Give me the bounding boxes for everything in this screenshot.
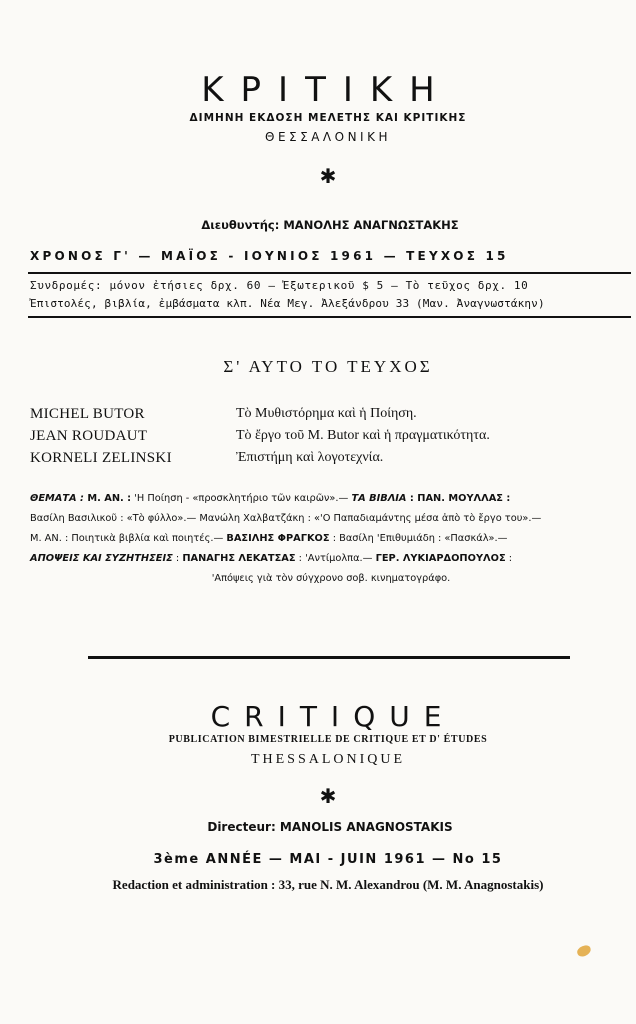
asterisk-ornament-icon: ✱ bbox=[319, 164, 337, 188]
themes-author: ΒΑΣΙΛΗΣ ΦΡΑΓΚΟΣ bbox=[226, 533, 330, 544]
contents-author: MICHEL BUTOR bbox=[30, 406, 145, 422]
section-divider bbox=[88, 656, 570, 659]
themes-line: 'Απόψεις γιὰ τὸν σύγχρονο σοβ. κινηματογράφο. bbox=[211, 573, 451, 584]
themes-line bbox=[30, 529, 632, 549]
greek-city: ΘΕΣΣΑΛΟΝΙΚΗ bbox=[265, 130, 391, 144]
french-journal-title: CRITIQUE bbox=[210, 700, 456, 733]
asterisk-ornament-icon: ✱ bbox=[319, 784, 337, 808]
french-address-line: Redaction et administration : 33, rue N. M. Alexandrou (M. M. Anagnostakis) bbox=[112, 877, 544, 892]
themes-section-heading: ΘΕΜΑΤΑ : bbox=[30, 493, 84, 504]
themes-author: ΠΑΝΑΓΗΣ ΛΕΚΑΤΣΑΣ bbox=[182, 553, 296, 564]
themes-text: : Βασίλη 'Επιθυμιάδη : «Πασκάλ».— bbox=[329, 533, 508, 544]
french-issue-line: 3ème ANNÉE — MAI - JUIN 1961 — No 15 bbox=[153, 852, 503, 867]
contents-item bbox=[30, 406, 630, 428]
themes-author: ΓΕΡ. ΛΥΚΙΑΡΔΟΠΟΥΛΟΣ bbox=[375, 553, 506, 564]
contents-item bbox=[30, 450, 630, 472]
french-director-line: Directeur: MANOLIS ANAGNOSTAKIS bbox=[207, 820, 453, 834]
subscriptions-line: Συνδρομές: μόνον ἐτήσιες δρχ. 60 — Ἐξωτερικοῦ $ 5 — Τὸ τεῦχος δρχ. 10 bbox=[30, 279, 529, 292]
greek-director-line: Διευθυντής: ΜΑΝΟΛΗΣ ΑΝΑΓΝΩΣΤΑΚΗΣ bbox=[201, 218, 459, 232]
french-journal-subtitle: PUBLICATION BIMESTRIELLE DE CRITIQUE ET D' ÉTUDES bbox=[168, 734, 488, 745]
contents-work: Ἐπιστήμη καὶ λογοτεχνία. bbox=[236, 450, 384, 465]
books-section-heading: ΤΑ ΒΙΒΛΙΑ bbox=[351, 493, 407, 504]
themes-line bbox=[30, 489, 632, 509]
contents-list bbox=[30, 406, 630, 472]
contents-author: KORNELI ZELINSKI bbox=[30, 450, 172, 466]
themes-text: Μ. ΑΝ. : bbox=[83, 493, 132, 504]
paper-stain bbox=[576, 944, 593, 958]
french-city: THESSALONIQUE bbox=[250, 752, 406, 767]
contents-work: Τὸ ἔργο τοῦ M. Butor καὶ ἡ πραγματικότητα. bbox=[236, 428, 490, 443]
contents-author: JEAN ROUDAUT bbox=[30, 428, 148, 444]
themes-line bbox=[30, 549, 632, 569]
views-section-heading: ΑΠΟΨΕΙΣ ΚΑΙ ΣΥΖΗΤΗΣΕΙΣ bbox=[30, 553, 173, 564]
greek-journal-title: ΚΡΙΤΙΚΗ bbox=[201, 70, 452, 110]
themes-text: Μ. ΑΝ. : Ποιητικὰ βιβλία καὶ ποιητές.— bbox=[30, 533, 227, 544]
themes-line: Βασίλη Βασιλικοῦ : «Τὸ φύλλο».— Μανώλη Χαλβατζάκη : «'Ο Παπαδιαμάντης μέσα ἀπὸ τὸ ἔργο του».— bbox=[30, 513, 542, 524]
correspondence-line: Ἐπιστολές, βιβλία, ἐμβάσματα κλπ. Νέα Μεγ. Ἀλεξάνδρου 33 (Μαν. Ἀναγνωστάκην) bbox=[30, 297, 545, 310]
themes-text: : bbox=[172, 553, 183, 564]
contents-heading: Σ' ΑΥΤΟ ΤΟ ΤΕΥΧΟΣ bbox=[223, 357, 433, 376]
themes-text: 'Η Ποίηση - «προσκλητήριο τῶν καιρῶν».— bbox=[131, 493, 352, 504]
themes-paragraph bbox=[30, 489, 632, 589]
divider-rule-bottom bbox=[28, 316, 631, 318]
themes-text: : ΠΑΝ. ΜΟΥΛΛΑΣ : bbox=[406, 493, 511, 504]
themes-text: : bbox=[505, 553, 513, 564]
themes-text: : 'Αντίμολπα.— bbox=[295, 553, 376, 564]
contents-item bbox=[30, 428, 630, 450]
greek-journal-subtitle: ΔΙΜΗΝΗ ΕΚΔΟΣΗ ΜΕΛΕΤΗΣ ΚΑΙ ΚΡΙΤΙΚΗΣ bbox=[189, 112, 467, 124]
divider-rule-top bbox=[28, 272, 631, 274]
contents-work: Τὸ Μυθιστόρημα καὶ ἡ Ποίηση. bbox=[236, 406, 417, 421]
greek-issue-line: ΧΡΟΝΟΣ Γ' — ΜΑΪΟΣ - ΙΟΥΝΙΟΣ 1961 — ΤΕΥΧΟΣ 15 bbox=[30, 249, 509, 263]
